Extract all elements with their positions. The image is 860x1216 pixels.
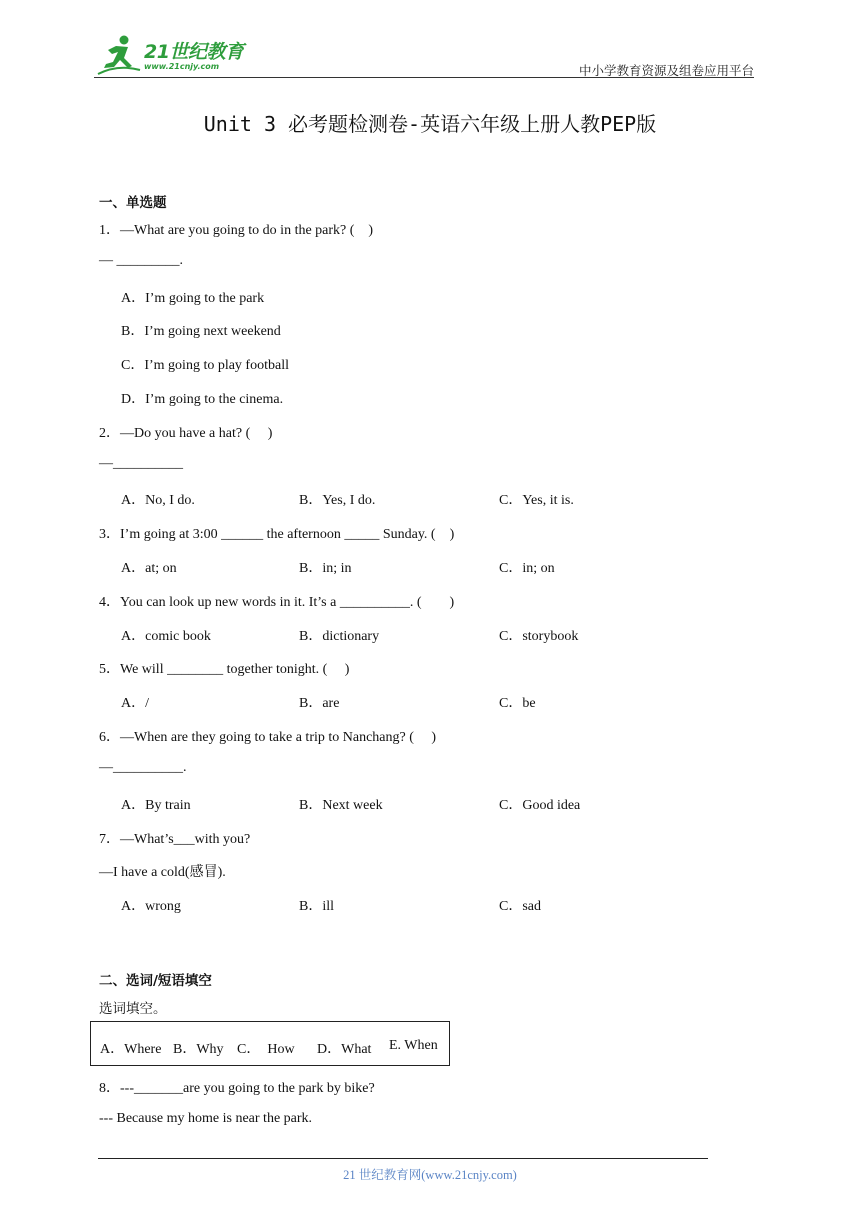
q5-option-b[interactable]: B．are xyxy=(299,696,340,711)
q6-option-b[interactable]: B．Next week xyxy=(299,798,383,813)
footer-text[interactable]: 21 世纪教育网(www.21cnjy.com) xyxy=(343,1168,517,1182)
q3-stem: 3．I’m going at 3:00 ______ the afternoon _____ Sunday. ( ) xyxy=(99,527,455,542)
q7-option-b[interactable]: B．ill xyxy=(299,899,335,914)
footer-divider xyxy=(98,1158,708,1159)
q2-stem: 2．—Do you have a hat? ( ) xyxy=(99,426,273,441)
header-divider xyxy=(94,77,754,78)
section2-instruction: 选词填空。 xyxy=(99,1001,167,1017)
q2-option-a[interactable]: A．No, I do. xyxy=(121,493,195,508)
word-option-d: D．What xyxy=(317,1042,372,1057)
logo-url: www.21cnjy.com xyxy=(144,62,220,71)
q5-stem: 5．We will ________ together tonight. ( ) xyxy=(99,662,350,677)
site-logo xyxy=(94,34,264,78)
q2-option-c[interactable]: C．Yes, it is. xyxy=(499,493,574,508)
q1-answer-line: — _________. xyxy=(99,253,183,268)
word-option-a: A．Where xyxy=(100,1042,162,1057)
q8-answer-line: --- Because my home is near the park. xyxy=(99,1111,313,1126)
q1-stem: 1．—What are you going to do in the park? ( ) xyxy=(99,223,374,238)
q7-answer-line: —I have a cold(感冒). xyxy=(99,865,226,880)
q6-option-a[interactable]: A．By train xyxy=(121,798,191,813)
q3-option-a[interactable]: A．at; on xyxy=(121,561,177,576)
q4-stem: 4．You can look up new words in it. It’s a __________. ( ) xyxy=(99,595,455,610)
q7-option-c[interactable]: C．sad xyxy=(499,899,541,914)
section-heading-fill-in: 二、选词/短语填空 xyxy=(99,973,212,989)
logo-text: 21世纪教育 xyxy=(144,41,244,63)
q5-option-a[interactable]: A．/ xyxy=(121,696,149,711)
word-option-c: C． How xyxy=(237,1042,295,1057)
platform-label: 中小学教育资源及组卷应用平台 xyxy=(578,63,754,78)
q3-option-b[interactable]: B．in; in xyxy=(299,561,352,576)
q7-option-a[interactable]: A．wrong xyxy=(121,899,181,914)
word-bank-box xyxy=(90,1021,450,1066)
q4-option-a[interactable]: A．comic book xyxy=(121,629,211,644)
q6-answer-line: —__________. xyxy=(99,760,187,775)
word-option-e: E. When xyxy=(389,1038,438,1053)
q6-option-c[interactable]: C．Good idea xyxy=(499,798,581,813)
q2-option-b[interactable]: B．Yes, I do. xyxy=(299,493,376,508)
q1-option-d[interactable]: D．I’m going to the cinema. xyxy=(121,392,284,407)
q7-stem: 7．—What’s___with you? xyxy=(99,832,251,847)
runner-logo-icon xyxy=(94,34,142,76)
q4-option-b[interactable]: B．dictionary xyxy=(299,629,380,644)
word-option-b: B．Why xyxy=(173,1042,224,1057)
q1-option-b[interactable]: B．I’m going next weekend xyxy=(121,324,281,339)
q8-stem: 8．---_______are you going to the park by bike? xyxy=(99,1081,375,1096)
q1-option-a[interactable]: A．I’m going to the park xyxy=(121,291,265,306)
q3-option-c[interactable]: C．in; on xyxy=(499,561,555,576)
q5-option-c[interactable]: C．be xyxy=(499,696,536,711)
q4-option-c[interactable]: C．storybook xyxy=(499,629,579,644)
q1-option-c[interactable]: C．I’m going to play football xyxy=(121,358,289,373)
q6-stem: 6．—When are they going to take a trip to Nanchang? ( ) xyxy=(99,730,437,745)
section-heading-single-choice: 一、单选题 xyxy=(99,195,167,211)
page-title: Unit 3 必考题检测卷-英语六年级上册人教PEP版 xyxy=(203,112,657,136)
q2-answer-line: —__________ xyxy=(99,456,183,471)
